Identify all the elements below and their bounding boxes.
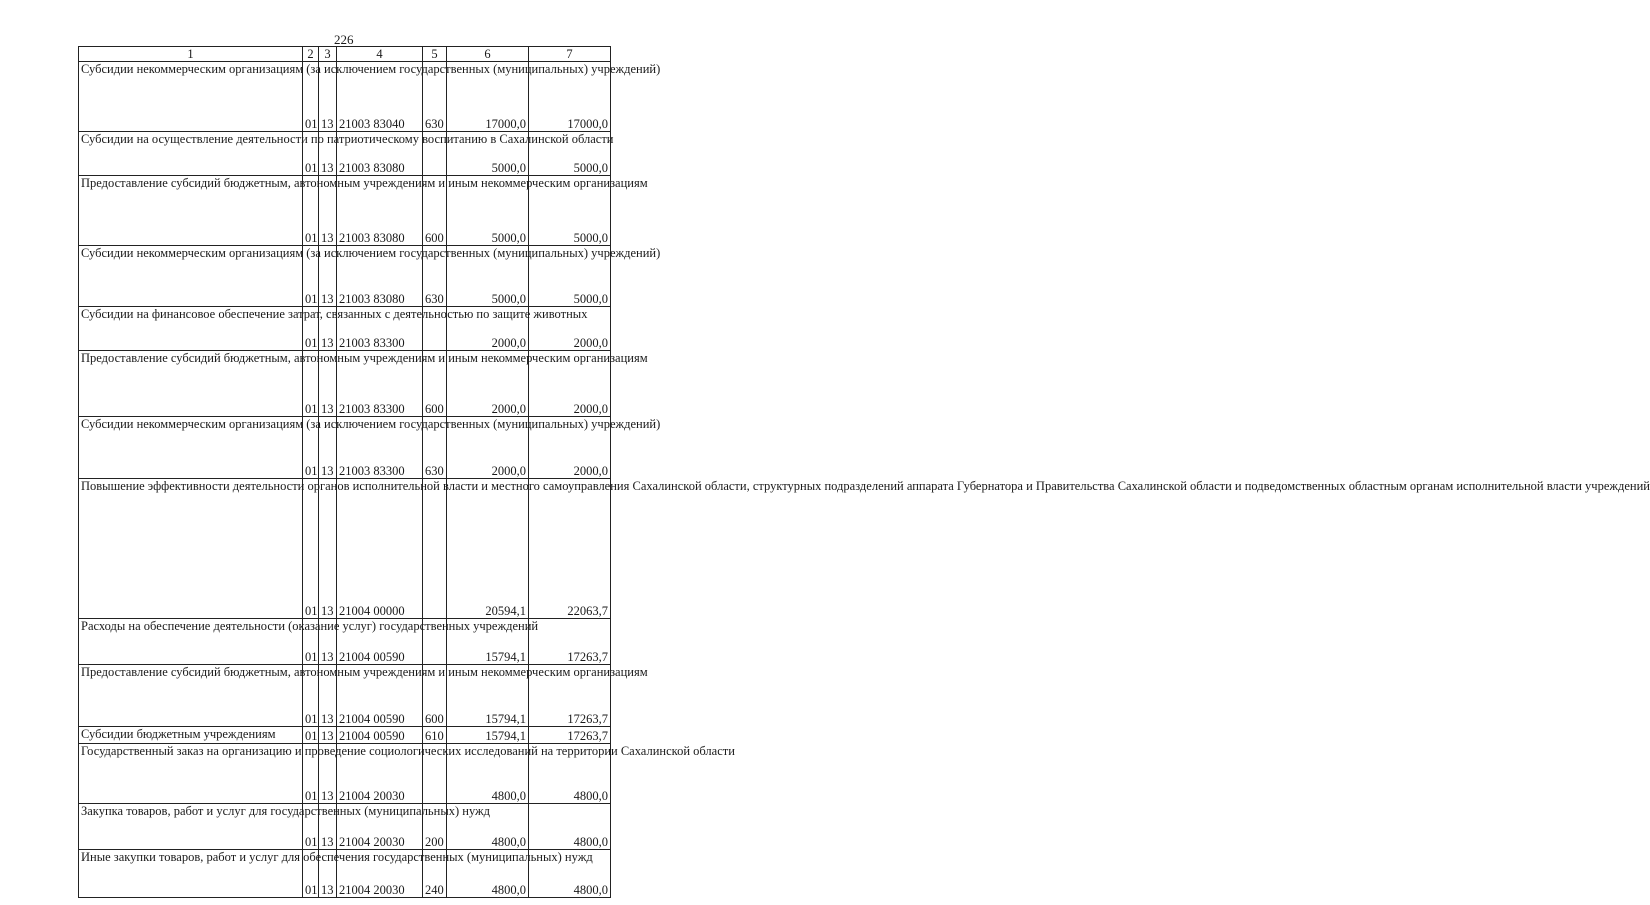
amount-col7: 4800,0 (529, 744, 611, 804)
subsection-code: 13 (319, 417, 337, 479)
expense-type-code (423, 479, 447, 619)
target-article-code: 21004 00590 (337, 619, 423, 665)
target-article-code: 21003 83300 (337, 417, 423, 479)
column-header: 6 (447, 47, 529, 62)
row-name: Субсидии на финансовое обеспечение затрат, связанных с деятельностью по защите животных (79, 307, 303, 351)
section-code: 01 (303, 850, 319, 898)
column-header: 2 (303, 47, 319, 62)
table-row (79, 744, 611, 804)
amount-col6: 2000,0 (447, 307, 529, 351)
target-article-code: 21004 00590 (337, 665, 423, 727)
target-article-code: 21004 20030 (337, 744, 423, 804)
amount-col6: 4800,0 (447, 804, 529, 850)
section-code: 01 (303, 246, 319, 307)
subsection-code: 13 (319, 850, 337, 898)
expense-type-code: 600 (423, 665, 447, 727)
amount-col6: 2000,0 (447, 417, 529, 479)
expense-type-code: 200 (423, 804, 447, 850)
amount-col7: 5000,0 (529, 246, 611, 307)
section-code: 01 (303, 132, 319, 176)
column-header: 7 (529, 47, 611, 62)
column-header: 5 (423, 47, 447, 62)
table-row (79, 850, 611, 898)
target-article-code: 21003 83300 (337, 351, 423, 417)
amount-col6: 5000,0 (447, 132, 529, 176)
target-article-code: 21003 83080 (337, 176, 423, 246)
table-row (79, 619, 611, 665)
expense-type-code: 600 (423, 351, 447, 417)
amount-col6: 15794,1 (447, 619, 529, 665)
amount-col6: 4800,0 (447, 744, 529, 804)
target-article-code: 21004 20030 (337, 804, 423, 850)
amount-col7: 17263,7 (529, 727, 611, 744)
amount-col6: 5000,0 (447, 176, 529, 246)
target-article-code: 21003 83040 (337, 62, 423, 132)
subsection-code: 13 (319, 176, 337, 246)
amount-col7: 22063,7 (529, 479, 611, 619)
subsection-code: 13 (319, 62, 337, 132)
row-name: Субсидии некоммерческим организациям (за исключением государственных (муниципальных) учреждений) (79, 246, 303, 307)
section-code: 01 (303, 804, 319, 850)
expense-type-code: 630 (423, 246, 447, 307)
expense-type-code: 630 (423, 62, 447, 132)
amount-col6: 17000,0 (447, 62, 529, 132)
section-code: 01 (303, 744, 319, 804)
table-row (79, 665, 611, 727)
amount-col7: 5000,0 (529, 176, 611, 246)
budget-table (78, 46, 1650, 898)
row-name: Государственный заказ на организацию и проведение социологических исследований на территории Сахалинской области (79, 744, 303, 804)
row-name: Предоставление субсидий бюджетным, автономным учреждениям и иным некоммерческим организациям (79, 665, 303, 727)
subsection-code: 13 (319, 132, 337, 176)
table-row (79, 727, 611, 744)
row-name: Расходы на обеспечение деятельности (оказание услуг) государственных учреждений (79, 619, 303, 665)
amount-col7: 17263,7 (529, 619, 611, 665)
table-row (79, 479, 611, 619)
header-row (79, 47, 611, 62)
subsection-code: 13 (319, 804, 337, 850)
amount-col7: 17000,0 (529, 62, 611, 132)
section-code: 01 (303, 727, 319, 744)
table-row (79, 176, 611, 246)
table-row (79, 246, 611, 307)
amount-col7: 2000,0 (529, 307, 611, 351)
column-header: 3 (319, 47, 337, 62)
row-name: Субсидии на осуществление деятельности по патриотическому воспитанию в Сахалинской области (79, 132, 303, 176)
subsection-code: 13 (319, 619, 337, 665)
section-code: 01 (303, 479, 319, 619)
subsection-code: 13 (319, 246, 337, 307)
row-name: Предоставление субсидий бюджетным, автономным учреждениям и иным некоммерческим организациям (79, 176, 303, 246)
section-code: 01 (303, 62, 319, 132)
column-header: 1 (79, 47, 303, 62)
subsection-code: 13 (319, 479, 337, 619)
row-name: Повышение эффективности деятельности органов исполнительной власти и местного самоуправления Сахалинской области, структурных подразделений аппарата Губернатора и Правительства Сахалинской области и подведомственных областным органам исполнительной власти учреждений (79, 479, 303, 619)
expense-type-code: 610 (423, 727, 447, 744)
row-name: Иные закупки товаров, работ и услуг для обеспечения государственных (муниципальных) нужд (79, 850, 303, 898)
section-code: 01 (303, 307, 319, 351)
expense-type-code: 240 (423, 850, 447, 898)
table-row (79, 62, 611, 132)
target-article-code: 21003 83080 (337, 246, 423, 307)
subsection-code: 13 (319, 727, 337, 744)
target-article-code: 21003 83080 (337, 132, 423, 176)
target-article-code: 21003 83300 (337, 307, 423, 351)
subsection-code: 13 (319, 351, 337, 417)
section-code: 01 (303, 619, 319, 665)
row-name: Субсидии бюджетным учреждениям (79, 727, 303, 744)
table-row (79, 307, 611, 351)
amount-col6: 15794,1 (447, 727, 529, 744)
amount-col6: 20594,1 (447, 479, 529, 619)
subsection-code: 13 (319, 307, 337, 351)
expense-type-code: 630 (423, 417, 447, 479)
target-article-code: 21004 20030 (337, 850, 423, 898)
column-header: 4 (337, 47, 423, 62)
table-row (79, 804, 611, 850)
amount-col6: 5000,0 (447, 246, 529, 307)
row-name: Закупка товаров, работ и услуг для государственных (муниципальных) нужд (79, 804, 303, 850)
row-name: Субсидии некоммерческим организациям (за исключением государственных (муниципальных) учреждений) (79, 417, 303, 479)
section-code: 01 (303, 176, 319, 246)
amount-col7: 2000,0 (529, 351, 611, 417)
target-article-code: 21004 00590 (337, 727, 423, 744)
section-code: 01 (303, 351, 319, 417)
row-name: Субсидии некоммерческим организациям (за исключением государственных (муниципальных) учреждений) (79, 62, 303, 132)
amount-col7: 17263,7 (529, 665, 611, 727)
section-code: 01 (303, 665, 319, 727)
amount-col6: 15794,1 (447, 665, 529, 727)
table-row (79, 417, 611, 479)
table-row (79, 132, 611, 176)
amount-col6: 2000,0 (447, 351, 529, 417)
page-number: 226 (334, 32, 354, 47)
amount-col7: 5000,0 (529, 132, 611, 176)
subsection-code: 13 (319, 665, 337, 727)
amount-col6: 4800,0 (447, 850, 529, 898)
table-row (79, 351, 611, 417)
amount-col7: 4800,0 (529, 850, 611, 898)
expense-type-code: 600 (423, 176, 447, 246)
amount-col7: 4800,0 (529, 804, 611, 850)
amount-col7: 2000,0 (529, 417, 611, 479)
section-code: 01 (303, 417, 319, 479)
target-article-code: 21004 00000 (337, 479, 423, 619)
subsection-code: 13 (319, 744, 337, 804)
row-name: Предоставление субсидий бюджетным, автономным учреждениям и иным некоммерческим организациям (79, 351, 303, 417)
